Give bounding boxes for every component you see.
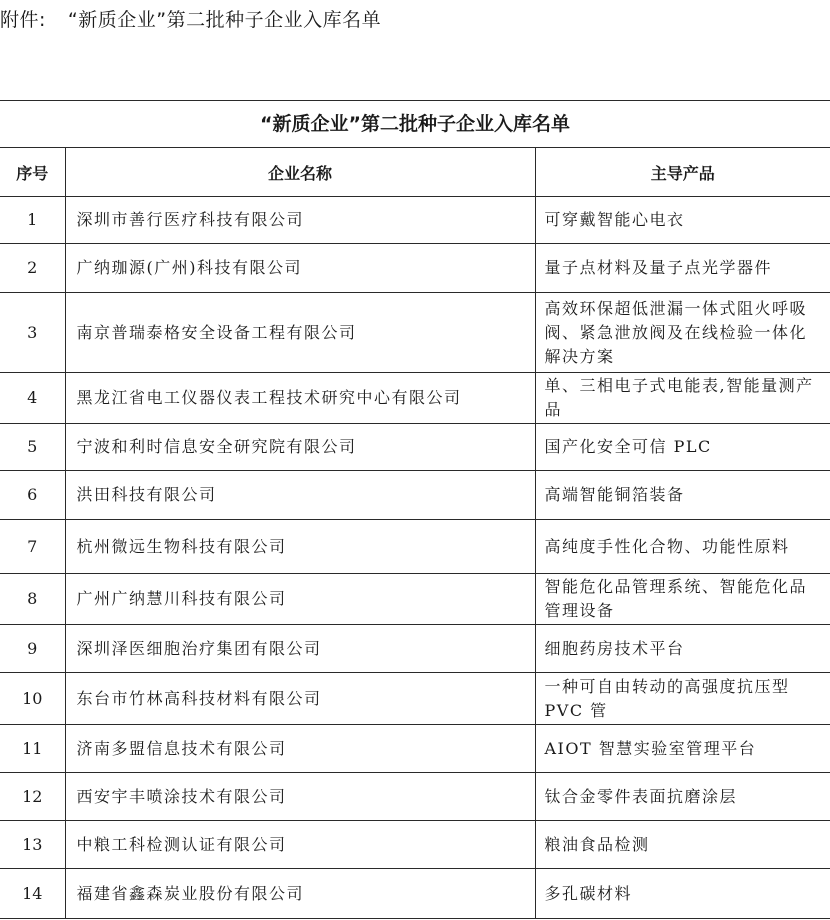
table-row	[0, 574, 830, 625]
row-main-product: 高纯度手性化合物、功能性原料	[535, 520, 830, 574]
row-index: 1	[0, 197, 65, 244]
table-row	[0, 673, 830, 725]
row-index: 5	[0, 424, 65, 471]
table-row	[0, 773, 830, 821]
attachment-heading	[0, 6, 403, 34]
row-index: 10	[0, 673, 65, 725]
table-row	[0, 869, 830, 919]
row-company-name: 福建省鑫森炭业股份有限公司	[65, 869, 535, 919]
row-main-product: 一种可自由转动的高强度抗压型 PVC 管	[535, 673, 830, 725]
row-company-name: 杭州微远生物科技有限公司	[65, 520, 535, 574]
header-index: 序号	[0, 148, 65, 197]
table-row	[0, 520, 830, 574]
row-index: 6	[0, 471, 65, 520]
table-header-row	[0, 148, 830, 197]
row-main-product: 智能危化品管理系统、智能危化品管理设备	[535, 574, 830, 625]
row-main-product: 单、三相电子式电能表,智能量测产品	[535, 373, 830, 424]
row-index: 8	[0, 574, 65, 625]
row-main-product: 量子点材料及量子点光学器件	[535, 244, 830, 293]
row-company-name: 广纳珈源(广州)科技有限公司	[65, 244, 535, 293]
table-row	[0, 373, 830, 424]
attachment-title: “新质企业”第二批种子企业入库名单	[67, 9, 382, 31]
table-row	[0, 424, 830, 471]
row-company-name: 西安宇丰喷涂技术有限公司	[65, 773, 535, 821]
row-main-product: 多孔碳材料	[535, 869, 830, 919]
row-main-product: 国产化安全可信 PLC	[535, 424, 830, 471]
row-company-name: 黑龙江省电工仪器仪表工程技术研究中心有限公司	[65, 373, 535, 424]
row-index: 7	[0, 520, 65, 574]
row-index: 13	[0, 821, 65, 869]
header-company: 企业名称	[65, 148, 535, 197]
row-main-product: 高端智能铜箔装备	[535, 471, 830, 520]
row-company-name: 济南多盟信息技术有限公司	[65, 725, 535, 773]
table-row	[0, 725, 830, 773]
row-main-product: 高效环保超低泄漏一体式阻火呼吸阀、紧急泄放阀及在线检验一体化解决方案	[535, 293, 830, 373]
table-row	[0, 625, 830, 673]
row-index: 2	[0, 244, 65, 293]
row-company-name: 宁波和利时信息安全研究院有限公司	[65, 424, 535, 471]
seed-enterprise-table	[0, 100, 830, 919]
table-row	[0, 821, 830, 869]
row-company-name: 中粮工科检测认证有限公司	[65, 821, 535, 869]
row-index: 9	[0, 625, 65, 673]
row-index: 11	[0, 725, 65, 773]
table-row	[0, 197, 830, 244]
row-main-product: AIOT 智慧实验室管理平台	[535, 725, 830, 773]
row-index: 12	[0, 773, 65, 821]
table-row	[0, 293, 830, 373]
row-company-name: 东台市竹林高科技材料有限公司	[65, 673, 535, 725]
row-main-product: 粮油食品检测	[535, 821, 830, 869]
table-row	[0, 471, 830, 520]
row-company-name: 深圳市善行医疗科技有限公司	[65, 197, 535, 244]
row-index: 4	[0, 373, 65, 424]
row-index: 3	[0, 293, 65, 373]
attachment-prefix: 附件:	[0, 9, 46, 31]
row-index: 14	[0, 869, 65, 919]
row-main-product: 钛合金零件表面抗磨涂层	[535, 773, 830, 821]
row-company-name: 洪田科技有限公司	[65, 471, 535, 520]
row-main-product: 细胞药房技术平台	[535, 625, 830, 673]
row-company-name: 南京普瑞泰格安全设备工程有限公司	[65, 293, 535, 373]
header-product: 主导产品	[535, 148, 830, 197]
row-company-name: 深圳泽医细胞治疗集团有限公司	[65, 625, 535, 673]
row-company-name: 广州广纳慧川科技有限公司	[65, 574, 535, 625]
table-title: “新质企业”第二批种子企业入库名单	[0, 101, 830, 148]
row-main-product: 可穿戴智能心电衣	[535, 197, 830, 244]
table-row	[0, 244, 830, 293]
